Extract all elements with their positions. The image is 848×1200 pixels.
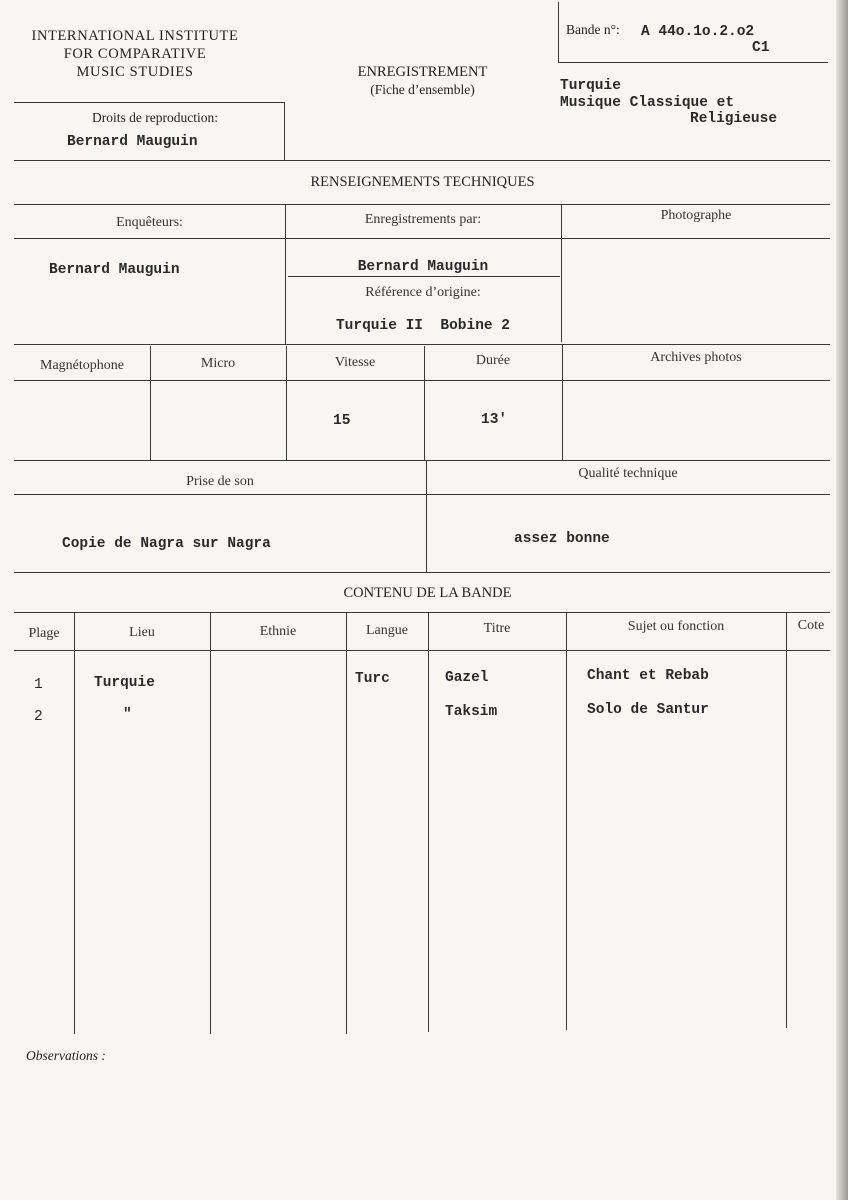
enqueteurs-label: Enquêteurs: bbox=[116, 215, 183, 230]
observations-label: Observations : bbox=[26, 1048, 106, 1063]
vitesse-value: 15 bbox=[333, 413, 351, 429]
row1-lieu: Turquie bbox=[94, 675, 155, 691]
row2-titre: Taksim bbox=[445, 704, 498, 720]
bande-label: Bande n°: bbox=[566, 22, 620, 37]
prise-de-son-label: Prise de son bbox=[186, 474, 254, 489]
col-header-titre: Titre bbox=[483, 621, 511, 636]
photographe-label: Photographe bbox=[660, 208, 732, 223]
row1-langue: Turc bbox=[355, 671, 390, 687]
enregistrements-label: Enregistrements par: bbox=[364, 212, 482, 227]
prise-de-son-value: Copie de Nagra sur Nagra bbox=[62, 536, 271, 552]
subject-line-1: Turquie bbox=[560, 78, 621, 94]
rights-label: Droits de reproduction: bbox=[92, 110, 218, 125]
paper-edge bbox=[836, 0, 848, 1200]
micro-label: Micro bbox=[200, 356, 236, 371]
bande-suffix: C1 bbox=[752, 40, 770, 56]
col-header-lieu: Lieu bbox=[129, 625, 155, 640]
col-header-sujet: Sujet ou fonction bbox=[627, 619, 725, 634]
subject-line-2: Musique Classique et bbox=[560, 95, 735, 111]
col-header-plage: Plage bbox=[28, 626, 60, 641]
enregistrements-value: Bernard Mauguin bbox=[357, 259, 489, 275]
row2-sujet: Solo de Santur bbox=[587, 702, 709, 718]
vitesse-label: Vitesse bbox=[334, 355, 376, 370]
qualite-technique-label: Qualité technique bbox=[578, 466, 678, 481]
col-header-ethnie: Ethnie bbox=[259, 624, 297, 639]
institute-line-1: INTERNATIONAL INSTITUTE bbox=[31, 28, 239, 44]
row1-sujet: Chant et Rebab bbox=[587, 668, 709, 684]
magnetophone-label: Magnétophone bbox=[40, 358, 124, 373]
contents-section-title: CONTENU DE LA BANDE bbox=[343, 585, 512, 601]
rights-value: Bernard Mauguin bbox=[67, 134, 198, 150]
institute-line-3: MUSIC STUDIES bbox=[76, 64, 194, 80]
form-subtitle: (Fiche d’ensemble) bbox=[370, 82, 475, 97]
technical-section-title: RENSEIGNEMENTS TECHNIQUES bbox=[310, 174, 535, 190]
reference-label: Référence d’origine: bbox=[365, 285, 481, 300]
duree-label: Durée bbox=[475, 353, 511, 368]
enqueteurs-value: Bernard Mauguin bbox=[49, 262, 180, 278]
form-title: ENREGISTREMENT bbox=[357, 64, 488, 80]
duree-value: 13' bbox=[481, 412, 508, 428]
qualite-technique-value: assez bonne bbox=[514, 531, 610, 547]
row2-lieu: " bbox=[123, 707, 132, 723]
col-header-cote: Cote bbox=[797, 618, 825, 633]
institute-name bbox=[10, 27, 260, 81]
row2-plage: 2 bbox=[34, 709, 43, 725]
institute-line-2: FOR COMPARATIVE bbox=[63, 46, 207, 62]
subject-line-3: Religieuse bbox=[690, 111, 778, 127]
row1-plage: 1 bbox=[34, 677, 43, 693]
col-header-langue: Langue bbox=[366, 623, 408, 638]
bande-number: A 44o.1o.2.o2 bbox=[641, 24, 755, 40]
archives-photos-label: Archives photos bbox=[650, 350, 742, 365]
reference-value: Turquie II Bobine 2 bbox=[335, 318, 511, 334]
row1-titre: Gazel bbox=[445, 670, 489, 686]
